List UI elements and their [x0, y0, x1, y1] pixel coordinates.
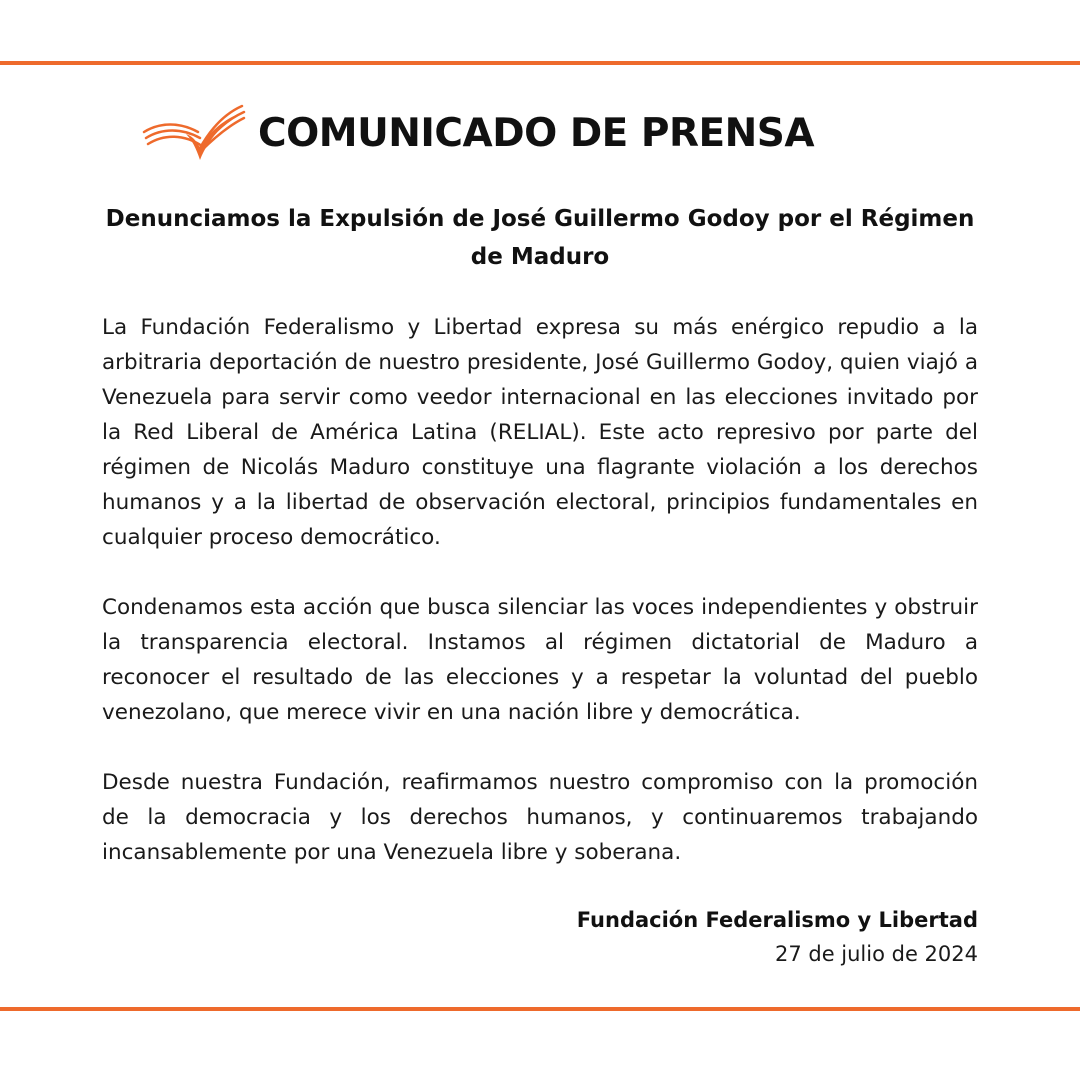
bottom-orange-rule	[0, 1007, 1080, 1011]
body-paragraph: Desde nuestra Fundación, reafirmamos nuestro compromiso con la promoción de la democracia y los derechos humanos, y continuaremos trabajando incansablemente por una Venezuela libre y soberana.	[102, 770, 978, 865]
signature-organization: Fundación Federalismo y Libertad	[576, 908, 978, 932]
page-title: COMUNICADO DE PRENSA	[258, 110, 815, 156]
headline: Denunciamos la Expulsión de José Guillermo Godoy por el Régimen de Maduro	[105, 206, 975, 270]
orange-swoosh-logo-icon	[140, 100, 246, 166]
signature-date: 27 de julio de 2024	[774, 942, 978, 966]
press-release-body	[102, 310, 978, 905]
press-release-header	[140, 88, 814, 178]
top-orange-rule	[0, 61, 1080, 65]
body-paragraph: La Fundación Federalismo y Libertad expresa su más enérgico repudio a la arbitraria deportación de nuestro presidente, José Guillermo Godoy, quien viajó a Venezuela para servir como veedor internacional en las elecciones invitado por la Red Liberal de América Latina (RELIAL). Este acto represivo por parte del régimen de Nicolás Maduro constituye una flagrante violación a los derechos humanos y a la libertad de observación electoral, principios fundamentales en cualquier proceso democrático.	[102, 315, 978, 550]
signature-block	[577, 903, 978, 971]
body-paragraph: Condenamos esta acción que busca silenciar las voces independientes y obstruir la transparencia electoral. Instamos al régimen dictatorial de Maduro a reconocer el resultado de las elecciones y a respetar la voluntad del pueblo venezolano, que merece vivir en una nación libre y democrática.	[102, 595, 978, 725]
